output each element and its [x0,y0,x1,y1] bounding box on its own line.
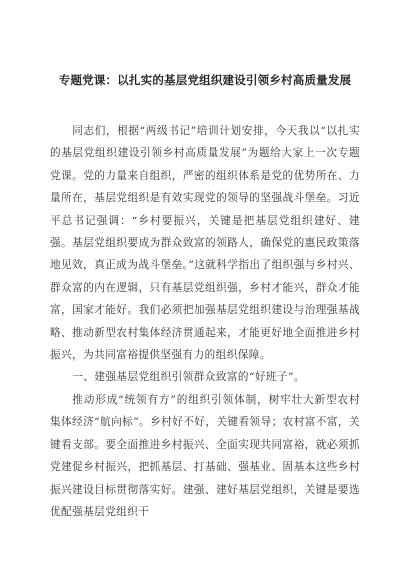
document-title: 专题党课：以扎实的基层党组织建设引领乡村高质量发展 [58,73,352,87]
document-body [50,120,360,523]
section-heading-1: 一、建强基层党组织引领群众致富的“好班子”。 [72,371,305,384]
paragraph-intro: 同志们，根据“两级书记”培训计划安排，今天我以“以扎实的基层党组织建设引领乡村高质量发展”为题给大家上一次专题党课。党的力量来自组织，严密的组织体系是党的优势所在、力量所在，基层党组织是有效实现党的领导的坚强战斗堡垒。习近平总书记强调：“乡村要振兴，关键是把基层党组织建好、建强。基层党组织要成为群众致富的领路人，确保党的惠民政策落地见效，真正成为战斗堡垒。”这就科学指出了组织强与乡村兴、群众富的内在逻辑，只有基层党组织强，乡村才能兴，群众才能富，国家才能好。我们必须把加强基层党组织建设与治理强基战略、推动新型农村集体经济贯通起来，才能更好地全面推进乡村振兴，为共同富裕提供坚强有力的组织保障。 [50,125,360,362]
paragraph-section-1: 推动形成“统领有方”的组织引领体制，树牢壮大新型农村集体经济“航向标”。乡村好不好，关键看领导；农村富不富，关键看支部。要全面推进乡村振兴、全面实现共同富裕，就必须抓党建促乡村振兴，把抓基层、打基础、强基业、固基本这些乡村振兴建设目标贯彻落实好。建强、建好基层党组织，关键是要选优配强基层党组织干 [50,393,360,518]
